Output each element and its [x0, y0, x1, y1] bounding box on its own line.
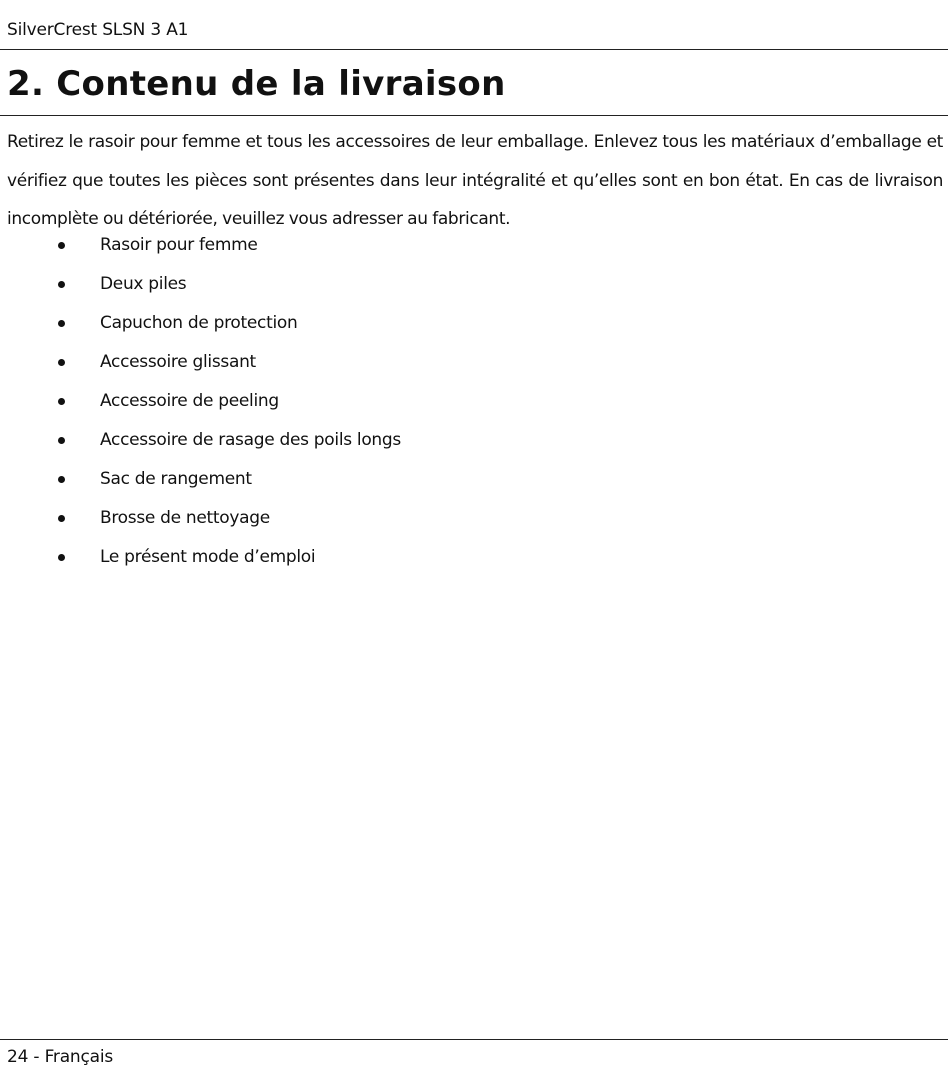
bullet-icon: [58, 515, 65, 522]
page-footer: 24 - Français: [7, 1047, 114, 1067]
section-title: 2. Contenu de la livraison: [7, 64, 506, 104]
bullet-icon: [58, 359, 65, 366]
intro-paragraph: Retirez le rasoir pour femme et tous les accessoires de leur emballage. Enlevez tous les matériaux d’emballage et vérifiez que toutes les pièces sont présentes dans leur intégralité et qu’elles sont en bon état. En cas de livraison incomplète ou détériorée, veuillez vous adresser au fabricant.: [7, 132, 943, 229]
bullet-icon: [58, 242, 65, 249]
running-header: SilverCrest SLSN 3 A1: [7, 20, 189, 40]
bullet-icon: [58, 320, 65, 327]
list-item-label: Sac de rangement: [100, 469, 252, 489]
bullet-icon: [58, 398, 65, 405]
header-divider: [0, 49, 948, 50]
title-divider: [0, 115, 948, 116]
list-item-label: Le présent mode d’emploi: [100, 547, 316, 567]
bullet-icon: [58, 554, 65, 561]
list-item-label: Rasoir pour femme: [100, 235, 258, 255]
list-item-label: Accessoire glissant: [100, 352, 256, 372]
footer-divider: [0, 1039, 948, 1040]
list-item-label: Accessoire de rasage des poils longs: [100, 430, 401, 450]
bullet-icon: [58, 476, 65, 483]
bullet-icon: [58, 437, 65, 444]
list-item-label: Capuchon de protection: [100, 313, 298, 333]
bullet-icon: [58, 281, 65, 288]
list-item-label: Accessoire de peeling: [100, 391, 279, 411]
list-item-label: Brosse de nettoyage: [100, 508, 270, 528]
list-item-label: Deux piles: [100, 274, 187, 294]
